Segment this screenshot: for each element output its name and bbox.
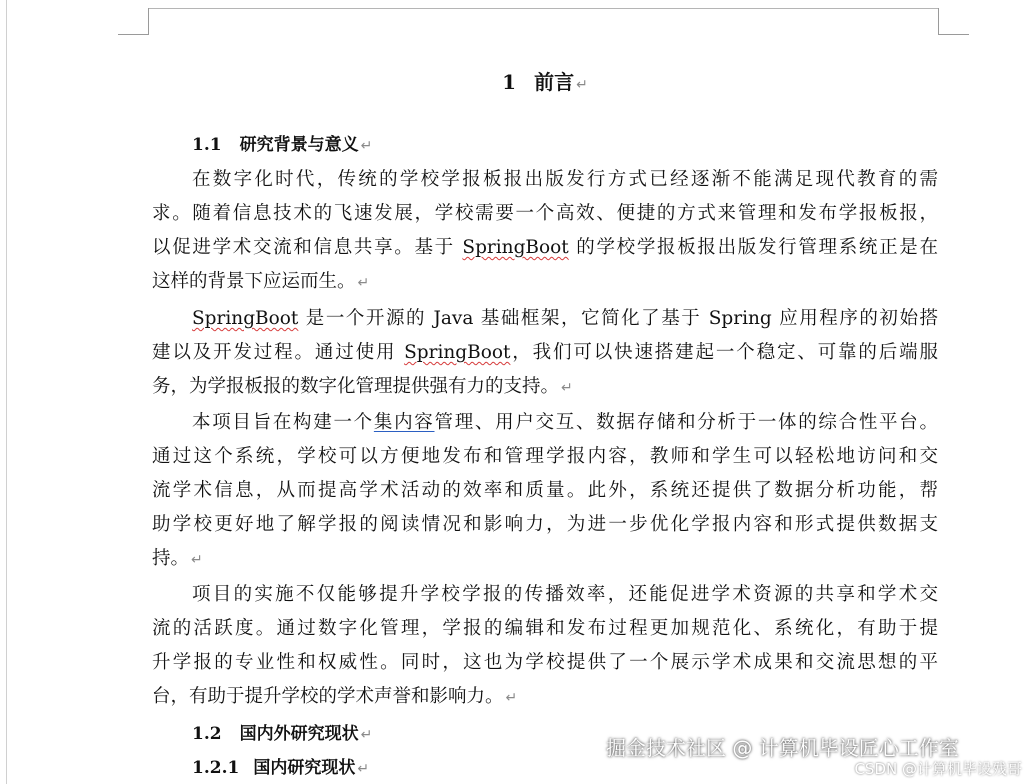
paragraph-line	[152, 680, 938, 714]
text-run: 台，有助于提升学校的学术声誉和影响力。	[152, 686, 504, 707]
paragraph-mark-icon: ↵	[576, 77, 588, 93]
paragraph-line	[152, 542, 938, 576]
text-run: 持。	[152, 548, 190, 569]
paragraph-mark-icon: ↵	[505, 690, 518, 706]
text-run: 这样的背景下应运而生。	[152, 271, 356, 292]
page-left-edge	[6, 0, 7, 784]
chapter-title	[152, 64, 938, 103]
grammar-flag-word: 集内容	[373, 412, 435, 433]
paragraph-line: 求。随着信息技术的飞速发展，学校需要一个高效、便捷的方式来管理和发布学报板报，	[152, 203, 938, 224]
text-run: 的学校学报板报出版发行管理系统正是在	[568, 237, 938, 258]
paragraph-line: 项目的实施不仅能够提升学校学报的传播效率，还能促进学术资源的共享和学术交	[192, 584, 938, 605]
paragraph-line: 流学术信息，从而提高学术活动的效率和质量。此外，系统还提供了数据分析功能，帮	[152, 480, 938, 501]
paragraph-mark-icon: ↵	[360, 138, 373, 154]
paragraph-mark-icon: ↵	[191, 552, 203, 568]
text-run: 以促进学术交流和信息共享。基于	[152, 237, 463, 258]
text-run: 管理、用户交互、数据存储和分析于一体的综合性平台。	[434, 412, 938, 433]
watermark-main: 掘金技术社区 @ 计算机毕设匠心工作室	[606, 736, 959, 760]
paragraph-mark-icon: ↵	[357, 275, 370, 291]
text-run: 本项目旨在构建一个	[192, 412, 374, 433]
section-number: 1.1	[192, 135, 222, 155]
section-title-text: 国内研究现状	[253, 758, 356, 778]
paragraph-line	[192, 302, 938, 336]
section-number: 1.2.1	[192, 758, 240, 778]
text-run: ，我们可以快速搭建起一个稳定、可靠的后端服	[510, 342, 938, 363]
chapter-title-text: 前言	[534, 70, 575, 94]
section-heading-1-2-1	[192, 753, 369, 784]
paragraph-line	[152, 231, 938, 265]
chapter-number: 1	[502, 70, 517, 94]
crop-mark-top-right	[938, 8, 969, 35]
text-run: 建以及开发过程。通过使用	[152, 342, 405, 363]
paragraph-line	[192, 406, 938, 440]
section-heading-1-2	[192, 719, 372, 750]
paragraph-line: 在数字化时代，传统的学校学报板报出版发行方式已经逐渐不能满足现代教育的需	[192, 169, 938, 190]
paragraph-line: 升学报的专业性和权威性。同时，这也为学校提供了一个展示学术成果和交流思想的平	[152, 652, 938, 673]
paragraph-mark-icon: ↵	[357, 761, 370, 777]
paragraph-line: 助学校更好地了解学报的阅读情况和影响力，为进一步优化学报内容和形式提供数据支	[152, 514, 938, 535]
spellcheck-word: SpringBoot	[192, 308, 299, 329]
paragraph-mark-icon: ↵	[360, 727, 373, 743]
spellcheck-word: SpringBoot	[404, 342, 511, 363]
paragraph-line	[152, 265, 938, 299]
crop-mark-top-left	[118, 8, 149, 35]
section-title-text: 国内外研究现状	[239, 724, 359, 744]
section-number: 1.2	[192, 724, 222, 744]
text-run: 务，为学报板报的数字化管理提供强有力的支持。	[152, 376, 560, 397]
paragraph-mark-icon: ↵	[561, 380, 573, 396]
paragraph-line: 通过这个系统，学校可以方便地发布和管理学报内容，教师和学生可以轻松地访问和交	[152, 446, 938, 467]
text-run: 是一个开源的 Java 基础框架，它简化了基于 Spring 应用程序的初始搭	[298, 308, 938, 329]
paragraph-line	[152, 370, 938, 404]
spellcheck-word: SpringBoot	[462, 237, 569, 258]
paragraph-line	[152, 336, 938, 370]
watermark-sub: CSDN @计算机毕设残哥	[854, 760, 1022, 778]
paragraph-line: 流的活跃度。通过数字化管理，学报的编辑和发布过程更加规范化、系统化，有助于提	[152, 618, 938, 639]
section-title-text: 研究背景与意义	[239, 135, 359, 155]
section-heading-1-1	[192, 130, 372, 161]
header-rule	[148, 8, 938, 9]
